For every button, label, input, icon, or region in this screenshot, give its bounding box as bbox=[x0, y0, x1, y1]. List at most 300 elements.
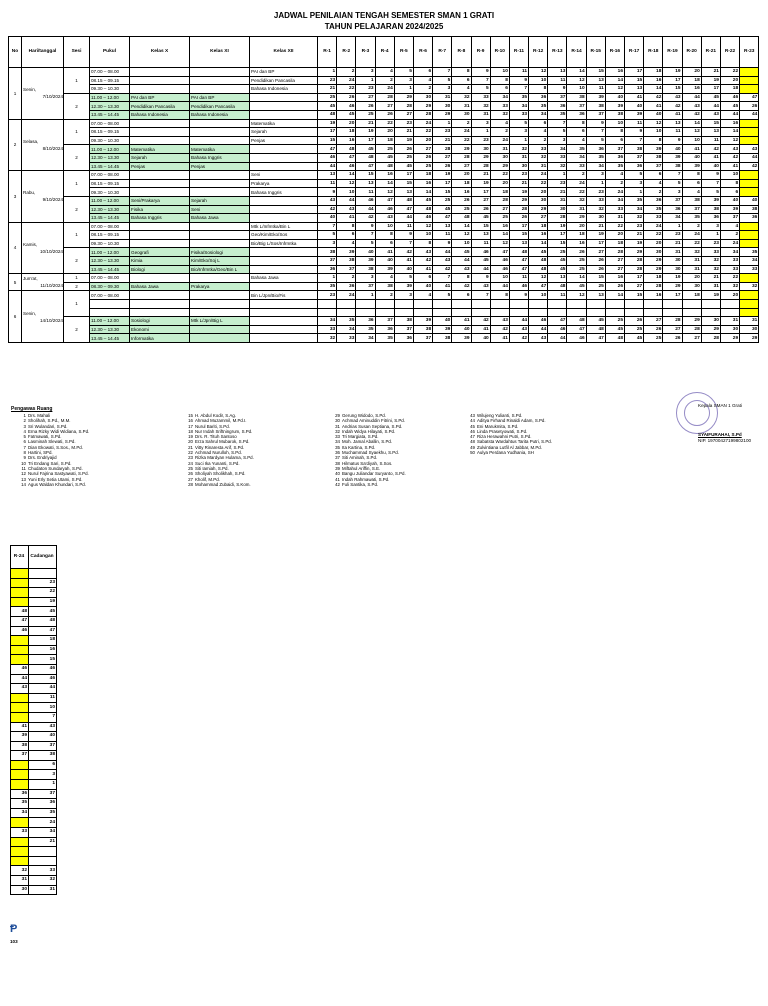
room-cell: 29 bbox=[720, 334, 739, 343]
room-cell: 20 bbox=[720, 76, 739, 85]
room-cell: 46 bbox=[337, 162, 356, 171]
room-cell: 24 bbox=[490, 136, 509, 145]
day-number: 4 bbox=[9, 222, 22, 274]
class-x-subject bbox=[130, 274, 190, 283]
class-xii-subject bbox=[250, 196, 318, 205]
room-cell: 27 bbox=[375, 102, 394, 111]
staff-name: Aulya Perdana Yudhania, SH bbox=[477, 450, 534, 456]
room-cell: 14 bbox=[529, 239, 548, 248]
room-cell: 40 bbox=[740, 196, 759, 205]
class-xi-subject: Bahasa Inggris bbox=[190, 153, 250, 162]
col-room: R-17 bbox=[625, 37, 644, 68]
room-cell: 6 bbox=[490, 85, 509, 94]
staff-number: 35 bbox=[335, 444, 340, 450]
room-cell: 32 bbox=[682, 248, 701, 257]
room-cell: 16 bbox=[644, 76, 663, 85]
day-number: 2 bbox=[9, 119, 22, 171]
room-cell: 1 bbox=[356, 291, 375, 300]
schedule-row bbox=[9, 205, 759, 214]
col-room: R-8 bbox=[452, 37, 471, 68]
room-cell: 31 bbox=[682, 265, 701, 274]
room-cell: 25 bbox=[605, 317, 624, 326]
room-cell: 44 bbox=[509, 317, 528, 326]
room-cell: 35 bbox=[337, 317, 356, 326]
room-cell: 11 bbox=[509, 68, 528, 77]
room-cell: 15 bbox=[394, 179, 413, 188]
r24-cell: 38 bbox=[11, 741, 29, 751]
room-cell: 3 bbox=[394, 291, 413, 300]
room-cell: 35 bbox=[644, 205, 663, 214]
staff-number: 4 bbox=[23, 428, 26, 434]
room-cell: 42 bbox=[490, 325, 509, 334]
room-cell: 31 bbox=[509, 153, 528, 162]
reserve-row bbox=[11, 569, 57, 579]
room-cell: 15 bbox=[471, 222, 490, 231]
room-cell bbox=[740, 128, 759, 137]
room-cell: 15 bbox=[663, 85, 682, 94]
staff-name: Fuli Santika, S.Pd. bbox=[342, 481, 379, 487]
room-cell: 27 bbox=[452, 162, 471, 171]
room-cell: 31 bbox=[452, 102, 471, 111]
room-cell bbox=[337, 308, 356, 317]
room-cell: 28 bbox=[548, 214, 567, 223]
room-cell: 23 bbox=[433, 128, 452, 137]
class-xii-subject bbox=[250, 162, 318, 171]
room-cell: 40 bbox=[701, 162, 720, 171]
room-cell: 7 bbox=[663, 171, 682, 180]
class-x-subject: Bahasa Indonesia bbox=[130, 110, 190, 119]
staff-entry bbox=[330, 482, 406, 487]
room-cell: 32 bbox=[529, 153, 548, 162]
room-cell: 45 bbox=[318, 102, 337, 111]
reserve-cell: 15 bbox=[29, 655, 57, 665]
room-cell: 17 bbox=[663, 76, 682, 85]
reserve-cell: 34 bbox=[29, 828, 57, 838]
room-cell: 28 bbox=[471, 162, 490, 171]
room-cell: 6 bbox=[720, 188, 739, 197]
staff-number: 17 bbox=[188, 423, 193, 429]
time-cell: 11.00 – 12.00 bbox=[90, 145, 130, 154]
room-cell: 47 bbox=[375, 196, 394, 205]
room-cell: 6 bbox=[413, 68, 432, 77]
room-cell: 8 bbox=[682, 171, 701, 180]
room-cell: 44 bbox=[471, 265, 490, 274]
class-xii-subject bbox=[250, 282, 318, 291]
staff-name: Chudaton Sundaryah, S.Pd. bbox=[28, 465, 83, 471]
class-xi-subject bbox=[190, 222, 250, 231]
room-cell: 26 bbox=[740, 102, 759, 111]
room-cell: 26 bbox=[586, 265, 605, 274]
room-cell bbox=[375, 308, 394, 317]
room-cell bbox=[701, 300, 720, 309]
reserve-cell: 33 bbox=[29, 866, 57, 876]
room-cell: 27 bbox=[433, 153, 452, 162]
staff-name: H. Abdul Kodir, S.Ag. bbox=[195, 413, 237, 418]
room-cell: 25 bbox=[452, 205, 471, 214]
room-cell: 45 bbox=[701, 93, 720, 102]
room-cell: 45 bbox=[471, 257, 490, 266]
staff-list-2 bbox=[183, 413, 254, 487]
room-cell: 13 bbox=[318, 171, 337, 180]
reserve-row bbox=[11, 828, 57, 838]
col-reserve: Cadangan bbox=[29, 546, 57, 569]
room-cell: 35 bbox=[567, 145, 586, 154]
room-cell: 37 bbox=[586, 110, 605, 119]
room-cell: 37 bbox=[548, 93, 567, 102]
room-cell: 14 bbox=[490, 231, 509, 240]
room-cell: 18 bbox=[413, 171, 432, 180]
room-cell: 20 bbox=[375, 128, 394, 137]
col-room: R-3 bbox=[356, 37, 375, 68]
room-cell: 10 bbox=[605, 119, 624, 128]
room-cell bbox=[452, 308, 471, 317]
time-cell: 12.30 – 13.30 bbox=[90, 102, 130, 111]
page-title: JADWAL PENILAIAN TENGAH SEMESTER SMAN 1 GRATI bbox=[273, 11, 495, 20]
reserve-cell bbox=[29, 847, 57, 857]
time-cell: 07.00 – 08.00 bbox=[90, 291, 130, 300]
staff-number: 9 bbox=[23, 455, 26, 461]
room-cell: 20 bbox=[452, 171, 471, 180]
staff-name: Drs. Mahali bbox=[28, 413, 51, 418]
reserve-row bbox=[11, 655, 57, 665]
room-cell: 8 bbox=[720, 179, 739, 188]
schedule-row bbox=[9, 308, 759, 317]
room-cell: 22 bbox=[720, 274, 739, 283]
class-x-subject bbox=[130, 231, 190, 240]
room-cell: 22 bbox=[567, 188, 586, 197]
staff-number: 21 bbox=[188, 444, 193, 450]
room-cell: 6 bbox=[644, 171, 663, 180]
room-cell: 34 bbox=[567, 153, 586, 162]
room-cell: 13 bbox=[433, 222, 452, 231]
col-room: R-7 bbox=[433, 37, 452, 68]
staff-name: Drs. Endriyajid bbox=[28, 455, 57, 461]
room-cell: 39 bbox=[337, 248, 356, 257]
room-cell bbox=[471, 308, 490, 317]
room-cell: 11 bbox=[471, 239, 490, 248]
staff-number: 38 bbox=[335, 460, 340, 466]
time-cell: 13.45 – 14.45 bbox=[90, 110, 130, 119]
room-cell bbox=[529, 300, 548, 309]
room-cell: 43 bbox=[663, 93, 682, 102]
schedule-row bbox=[9, 291, 759, 300]
day-date-text: 7/10/2024 bbox=[42, 94, 63, 100]
room-cell: 41 bbox=[701, 153, 720, 162]
staff-name: Siti Aminah, S.Pd. bbox=[342, 455, 378, 461]
room-cell: 14 bbox=[375, 179, 394, 188]
schedule-row bbox=[9, 265, 759, 274]
staff-number: 27 bbox=[188, 476, 193, 482]
staff-list-3 bbox=[330, 413, 406, 487]
class-xii-subject bbox=[250, 93, 318, 102]
room-cell: 48 bbox=[567, 317, 586, 326]
room-cell: 1 bbox=[318, 68, 337, 77]
reserve-row bbox=[11, 847, 57, 857]
reserve-row bbox=[11, 703, 57, 713]
room-cell: 45 bbox=[529, 248, 548, 257]
staff-name: Rizka Mardyan Hulama, S.Pd. bbox=[195, 455, 254, 461]
reserve-row bbox=[11, 808, 57, 818]
room-cell: 27 bbox=[413, 145, 432, 154]
time-cell: 11.00 – 12.00 bbox=[90, 248, 130, 257]
room-cell: 17 bbox=[625, 274, 644, 283]
room-cell: 5 bbox=[433, 291, 452, 300]
room-cell: 36 bbox=[394, 334, 413, 343]
room-cell: 18 bbox=[375, 136, 394, 145]
reserve-row bbox=[11, 674, 57, 684]
staff-name: Ahmad Muzammil, M.Pd.I. bbox=[195, 418, 247, 424]
room-cell: 25 bbox=[490, 214, 509, 223]
reserve-cell: 35 bbox=[29, 808, 57, 818]
room-cell: 14 bbox=[605, 291, 624, 300]
staff-name: Erna Rizky Widi Widiana, S.Pd. bbox=[28, 428, 90, 434]
col-room: R-5 bbox=[394, 37, 413, 68]
class-xii-subject: Bin L/Jpn/Bio/Fis bbox=[250, 291, 318, 300]
room-cell: 46 bbox=[318, 153, 337, 162]
reserve-cell: 44 bbox=[29, 684, 57, 694]
room-cell: 45 bbox=[548, 265, 567, 274]
room-cell: 6 bbox=[452, 76, 471, 85]
staff-name: Linda Prasetyowati, S.Pd. bbox=[477, 428, 528, 434]
room-cell: 5 bbox=[394, 274, 413, 283]
room-cell: 23 bbox=[394, 119, 413, 128]
staff-number: 13 bbox=[21, 476, 26, 482]
room-cell: 29 bbox=[567, 214, 586, 223]
room-cell: 35 bbox=[740, 248, 759, 257]
room-cell: 2 bbox=[605, 179, 624, 188]
room-cell: 1 bbox=[586, 179, 605, 188]
class-xii-subject bbox=[250, 317, 318, 326]
class-x-subject bbox=[130, 308, 190, 317]
room-cell: 10 bbox=[490, 68, 509, 77]
staff-number: 29 bbox=[335, 413, 340, 418]
r24-cell bbox=[11, 712, 29, 722]
room-cell: 29 bbox=[413, 102, 432, 111]
time-cell: 12.30 – 13.30 bbox=[90, 257, 130, 266]
room-cell: 16 bbox=[605, 274, 624, 283]
room-cell: 40 bbox=[625, 102, 644, 111]
staff-name: Agus Waldan Khundari, S.Pd. bbox=[28, 481, 86, 487]
room-cell: 15 bbox=[625, 291, 644, 300]
schedule-row bbox=[9, 162, 759, 171]
class-x-subject bbox=[130, 291, 190, 300]
col-room: R-2 bbox=[337, 37, 356, 68]
room-cell: 42 bbox=[682, 110, 701, 119]
room-cell: 37 bbox=[375, 317, 394, 326]
room-cell bbox=[740, 274, 759, 283]
room-cell: 4 bbox=[605, 171, 624, 180]
reserve-cell bbox=[29, 569, 57, 579]
room-cell: 31 bbox=[605, 214, 624, 223]
room-cell: 8 bbox=[452, 68, 471, 77]
room-cell: 28 bbox=[682, 325, 701, 334]
room-cell: 25 bbox=[375, 145, 394, 154]
room-cell: 47 bbox=[586, 334, 605, 343]
room-cell: 7 bbox=[394, 239, 413, 248]
r24-cell: 33 bbox=[11, 828, 29, 838]
time-cell: 07.00 – 08.00 bbox=[90, 274, 130, 283]
class-x-subject bbox=[130, 300, 190, 309]
schedule-header-row bbox=[9, 37, 759, 68]
staff-number: 18 bbox=[188, 428, 193, 434]
room-cell: 37 bbox=[394, 325, 413, 334]
room-cell: 16 bbox=[605, 68, 624, 77]
room-cell: 28 bbox=[394, 102, 413, 111]
room-cell: 1 bbox=[433, 119, 452, 128]
staff-name: Erza Sahrul Mubarok, S.Pd. bbox=[195, 439, 250, 445]
room-cell: 38 bbox=[375, 282, 394, 291]
class-xi-subject bbox=[190, 128, 250, 137]
class-xi-subject bbox=[190, 325, 250, 334]
room-cell bbox=[740, 68, 759, 77]
time-cell bbox=[90, 308, 130, 317]
room-cell: 24 bbox=[337, 76, 356, 85]
reserve-cell: 23 bbox=[29, 578, 57, 588]
room-cell bbox=[433, 300, 452, 309]
room-cell: 8 bbox=[375, 231, 394, 240]
room-cell: 19 bbox=[586, 231, 605, 240]
room-cell: 23 bbox=[701, 239, 720, 248]
r24-cell bbox=[11, 578, 29, 588]
room-cell: 29 bbox=[682, 317, 701, 326]
room-cell: 19 bbox=[663, 274, 682, 283]
room-cell: 30 bbox=[682, 282, 701, 291]
staff-name: Vitty Rinaresta Arif, S.Pd. bbox=[195, 444, 245, 450]
class-xi-subject bbox=[190, 308, 250, 317]
reserve-row bbox=[11, 760, 57, 770]
schedule-row bbox=[9, 325, 759, 334]
principal-name: SYAIFURAHAI, S.Pd bbox=[698, 432, 742, 437]
room-cell: 26 bbox=[452, 196, 471, 205]
room-cell: 13 bbox=[586, 76, 605, 85]
room-cell: 44 bbox=[394, 214, 413, 223]
room-cell: 17 bbox=[586, 239, 605, 248]
class-xi-subject bbox=[190, 239, 250, 248]
room-cell: 13 bbox=[509, 239, 528, 248]
col-class-x: Kelas X bbox=[130, 37, 190, 68]
time-cell: 07.00 – 08.00 bbox=[90, 222, 130, 231]
room-cell: 24 bbox=[413, 119, 432, 128]
staff-name: Sholiyah Sholikhah, S.Pd. bbox=[195, 471, 246, 477]
room-cell: 29 bbox=[394, 93, 413, 102]
room-cell: 19 bbox=[318, 119, 337, 128]
staff-name: Yuni Erly Setia Utami, S.Pd. bbox=[28, 476, 83, 482]
room-cell: 12 bbox=[413, 222, 432, 231]
room-cell: 30 bbox=[720, 325, 739, 334]
class-x-subject bbox=[130, 222, 190, 231]
room-cell: 10 bbox=[413, 231, 432, 240]
room-cell: 31 bbox=[682, 257, 701, 266]
room-cell: 35 bbox=[682, 214, 701, 223]
staff-number: 25 bbox=[188, 465, 193, 471]
room-cell: 12 bbox=[567, 291, 586, 300]
room-cell: 27 bbox=[605, 265, 624, 274]
room-cell: 45 bbox=[720, 102, 739, 111]
schedule-row bbox=[9, 145, 759, 154]
room-cell: 29 bbox=[529, 205, 548, 214]
room-cell: 23 bbox=[318, 76, 337, 85]
room-cell: 40 bbox=[663, 145, 682, 154]
room-cell: 18 bbox=[682, 76, 701, 85]
col-day: Hari/tanggal bbox=[22, 37, 64, 68]
room-cell: 25 bbox=[644, 334, 663, 343]
room-cell: 45 bbox=[433, 205, 452, 214]
room-cell: 33 bbox=[509, 110, 528, 119]
room-cell: 28 bbox=[509, 205, 528, 214]
day-date bbox=[22, 171, 64, 223]
staff-number: 19 bbox=[188, 434, 193, 440]
room-cell: 25 bbox=[394, 153, 413, 162]
room-cell: 38 bbox=[682, 196, 701, 205]
room-cell: 2 bbox=[567, 171, 586, 180]
room-cell: 7 bbox=[509, 85, 528, 94]
room-cell: 3 bbox=[356, 68, 375, 77]
room-cell: 2 bbox=[452, 119, 471, 128]
room-cell: 38 bbox=[337, 257, 356, 266]
class-x-subject: Bahasa Inggris bbox=[130, 214, 190, 223]
room-cell bbox=[529, 308, 548, 317]
time-cell: 13.45 – 14.45 bbox=[90, 334, 130, 343]
staff-name: Kholif, M.Pd. bbox=[195, 476, 220, 482]
room-cell bbox=[471, 300, 490, 309]
class-xii-subject: Bio/Big L/Sos/Infrmtka bbox=[250, 239, 318, 248]
day-name: Senin, bbox=[23, 87, 37, 93]
room-cell: 39 bbox=[682, 162, 701, 171]
col-room: R-15 bbox=[586, 37, 605, 68]
room-cell: 42 bbox=[644, 93, 663, 102]
r24-cell: 39 bbox=[11, 732, 29, 742]
room-cell: 36 bbox=[663, 205, 682, 214]
room-cell bbox=[663, 308, 682, 317]
room-cell: 47 bbox=[433, 214, 452, 223]
schedule-row bbox=[9, 248, 759, 257]
staff-number: 3 bbox=[23, 423, 26, 429]
class-xii-subject bbox=[250, 102, 318, 111]
room-cell: 48 bbox=[413, 205, 432, 214]
schedule-row bbox=[9, 231, 759, 240]
reserve-row bbox=[11, 856, 57, 866]
room-cell: 40 bbox=[644, 110, 663, 119]
class-x-subject bbox=[130, 188, 190, 197]
room-cell: 32 bbox=[586, 205, 605, 214]
room-cell: 3 bbox=[433, 85, 452, 94]
schedule-row bbox=[9, 188, 759, 197]
reserve-cell: 16 bbox=[29, 645, 57, 655]
room-cell bbox=[567, 300, 586, 309]
staff-name: Tri Endang Sari, S.Pd. bbox=[28, 460, 72, 466]
room-cell: 47 bbox=[394, 205, 413, 214]
staff-name: Indah Widya Hilayati, S.Pd. bbox=[342, 428, 396, 434]
room-cell: 21 bbox=[394, 128, 413, 137]
staff-number: 42 bbox=[335, 481, 340, 487]
room-cell: 45 bbox=[586, 317, 605, 326]
room-cell: 9 bbox=[663, 136, 682, 145]
room-cell: 30 bbox=[663, 257, 682, 266]
room-cell: 27 bbox=[682, 334, 701, 343]
room-cell: 5 bbox=[433, 76, 452, 85]
day-name: Rabu, bbox=[23, 190, 36, 196]
staff-entry bbox=[183, 482, 254, 487]
reserve-cell: 36 bbox=[29, 799, 57, 809]
room-cell bbox=[586, 308, 605, 317]
room-cell: 11 bbox=[663, 128, 682, 137]
room-cell bbox=[356, 300, 375, 309]
room-cell: 36 bbox=[605, 153, 624, 162]
room-cell: 39 bbox=[605, 102, 624, 111]
room-cell bbox=[740, 171, 759, 180]
class-x-subject: Informatika bbox=[130, 334, 190, 343]
room-cell: 33 bbox=[567, 162, 586, 171]
